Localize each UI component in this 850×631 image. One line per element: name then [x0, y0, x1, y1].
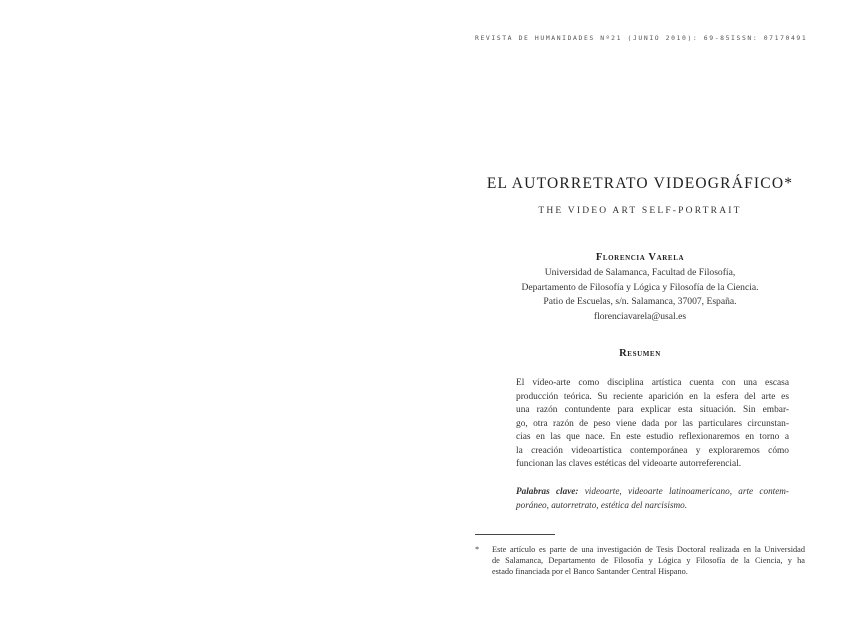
- abstract-line: funcionan las claves estéticas del videoarte autorreferencial.: [516, 459, 742, 469]
- abstract-line: una razón contundente para explicar esta situación. Sin embar-: [516, 405, 789, 415]
- footnote: [475, 545, 805, 577]
- affiliation-line: Patio de Escuelas, s/n. Salamanca, 37007, España.: [543, 296, 737, 308]
- issn: ISSN: 07170491: [731, 34, 808, 42]
- keywords-line: poráneo, autorretrato, estética del narcisismo.: [516, 499, 688, 510]
- abstract-line: go, otra razón de peso viene dada por las particulares circunstan-: [516, 418, 789, 429]
- abstract-line: la creación videoartística contemporánea y exploraremos cómo: [516, 445, 789, 456]
- footnote-line: de Salamanca, Departamento de Filosofía y Lógica y Filosofía de la Ciencia, y ha: [492, 555, 805, 565]
- affiliation-line: Universidad de Salamanca, Facultad de Filosofía,: [544, 267, 736, 278]
- keywords-label: Palabras clave:: [516, 486, 579, 496]
- keywords-text: videoarte, videoarte latinoamericano, arte contem-: [578, 486, 789, 496]
- footnote-mark: *: [475, 545, 480, 554]
- journal-citation: REVISTA DE HUMANIDADES Nº21 (JUNIO 2010): 69-85: [475, 34, 732, 42]
- author-email: florenciavarela@usal.es: [593, 310, 687, 322]
- abstract-body: [516, 377, 789, 472]
- abstract-line: cias en las que nace. En este estudio reflexionaremos en torno a: [516, 432, 789, 442]
- running-header: [475, 34, 808, 42]
- affiliation-line: Departamento de Filosofía y Lógica y Filosofía de la Ciencia.: [521, 281, 759, 293]
- footnote-divider: [475, 534, 555, 535]
- abstract-heading: Resumen: [619, 348, 661, 359]
- footnote-line: Este artículo es parte de una investigación de Tesis Doctoral realizada en la Universidad: [492, 545, 805, 554]
- author-affiliation: [475, 266, 805, 324]
- footnote-line: estado financiada por el Banco Santander Central Hispano.: [492, 566, 688, 576]
- keywords: [516, 485, 789, 512]
- keywords-line: [516, 485, 789, 499]
- article-subtitle: THE VIDEO ART SELF-PORTRAIT: [538, 206, 742, 216]
- article-title: EL AUTORRETRATO VIDEOGRÁFICO*: [486, 175, 794, 192]
- abstract-line: producción teórica. Su reciente aparición en la esfera del arte es: [516, 391, 789, 402]
- abstract-line: El vídeo-arte como disciplina artística cuenta con una escasa: [516, 378, 789, 388]
- author-name: Florencia Varela: [595, 252, 685, 263]
